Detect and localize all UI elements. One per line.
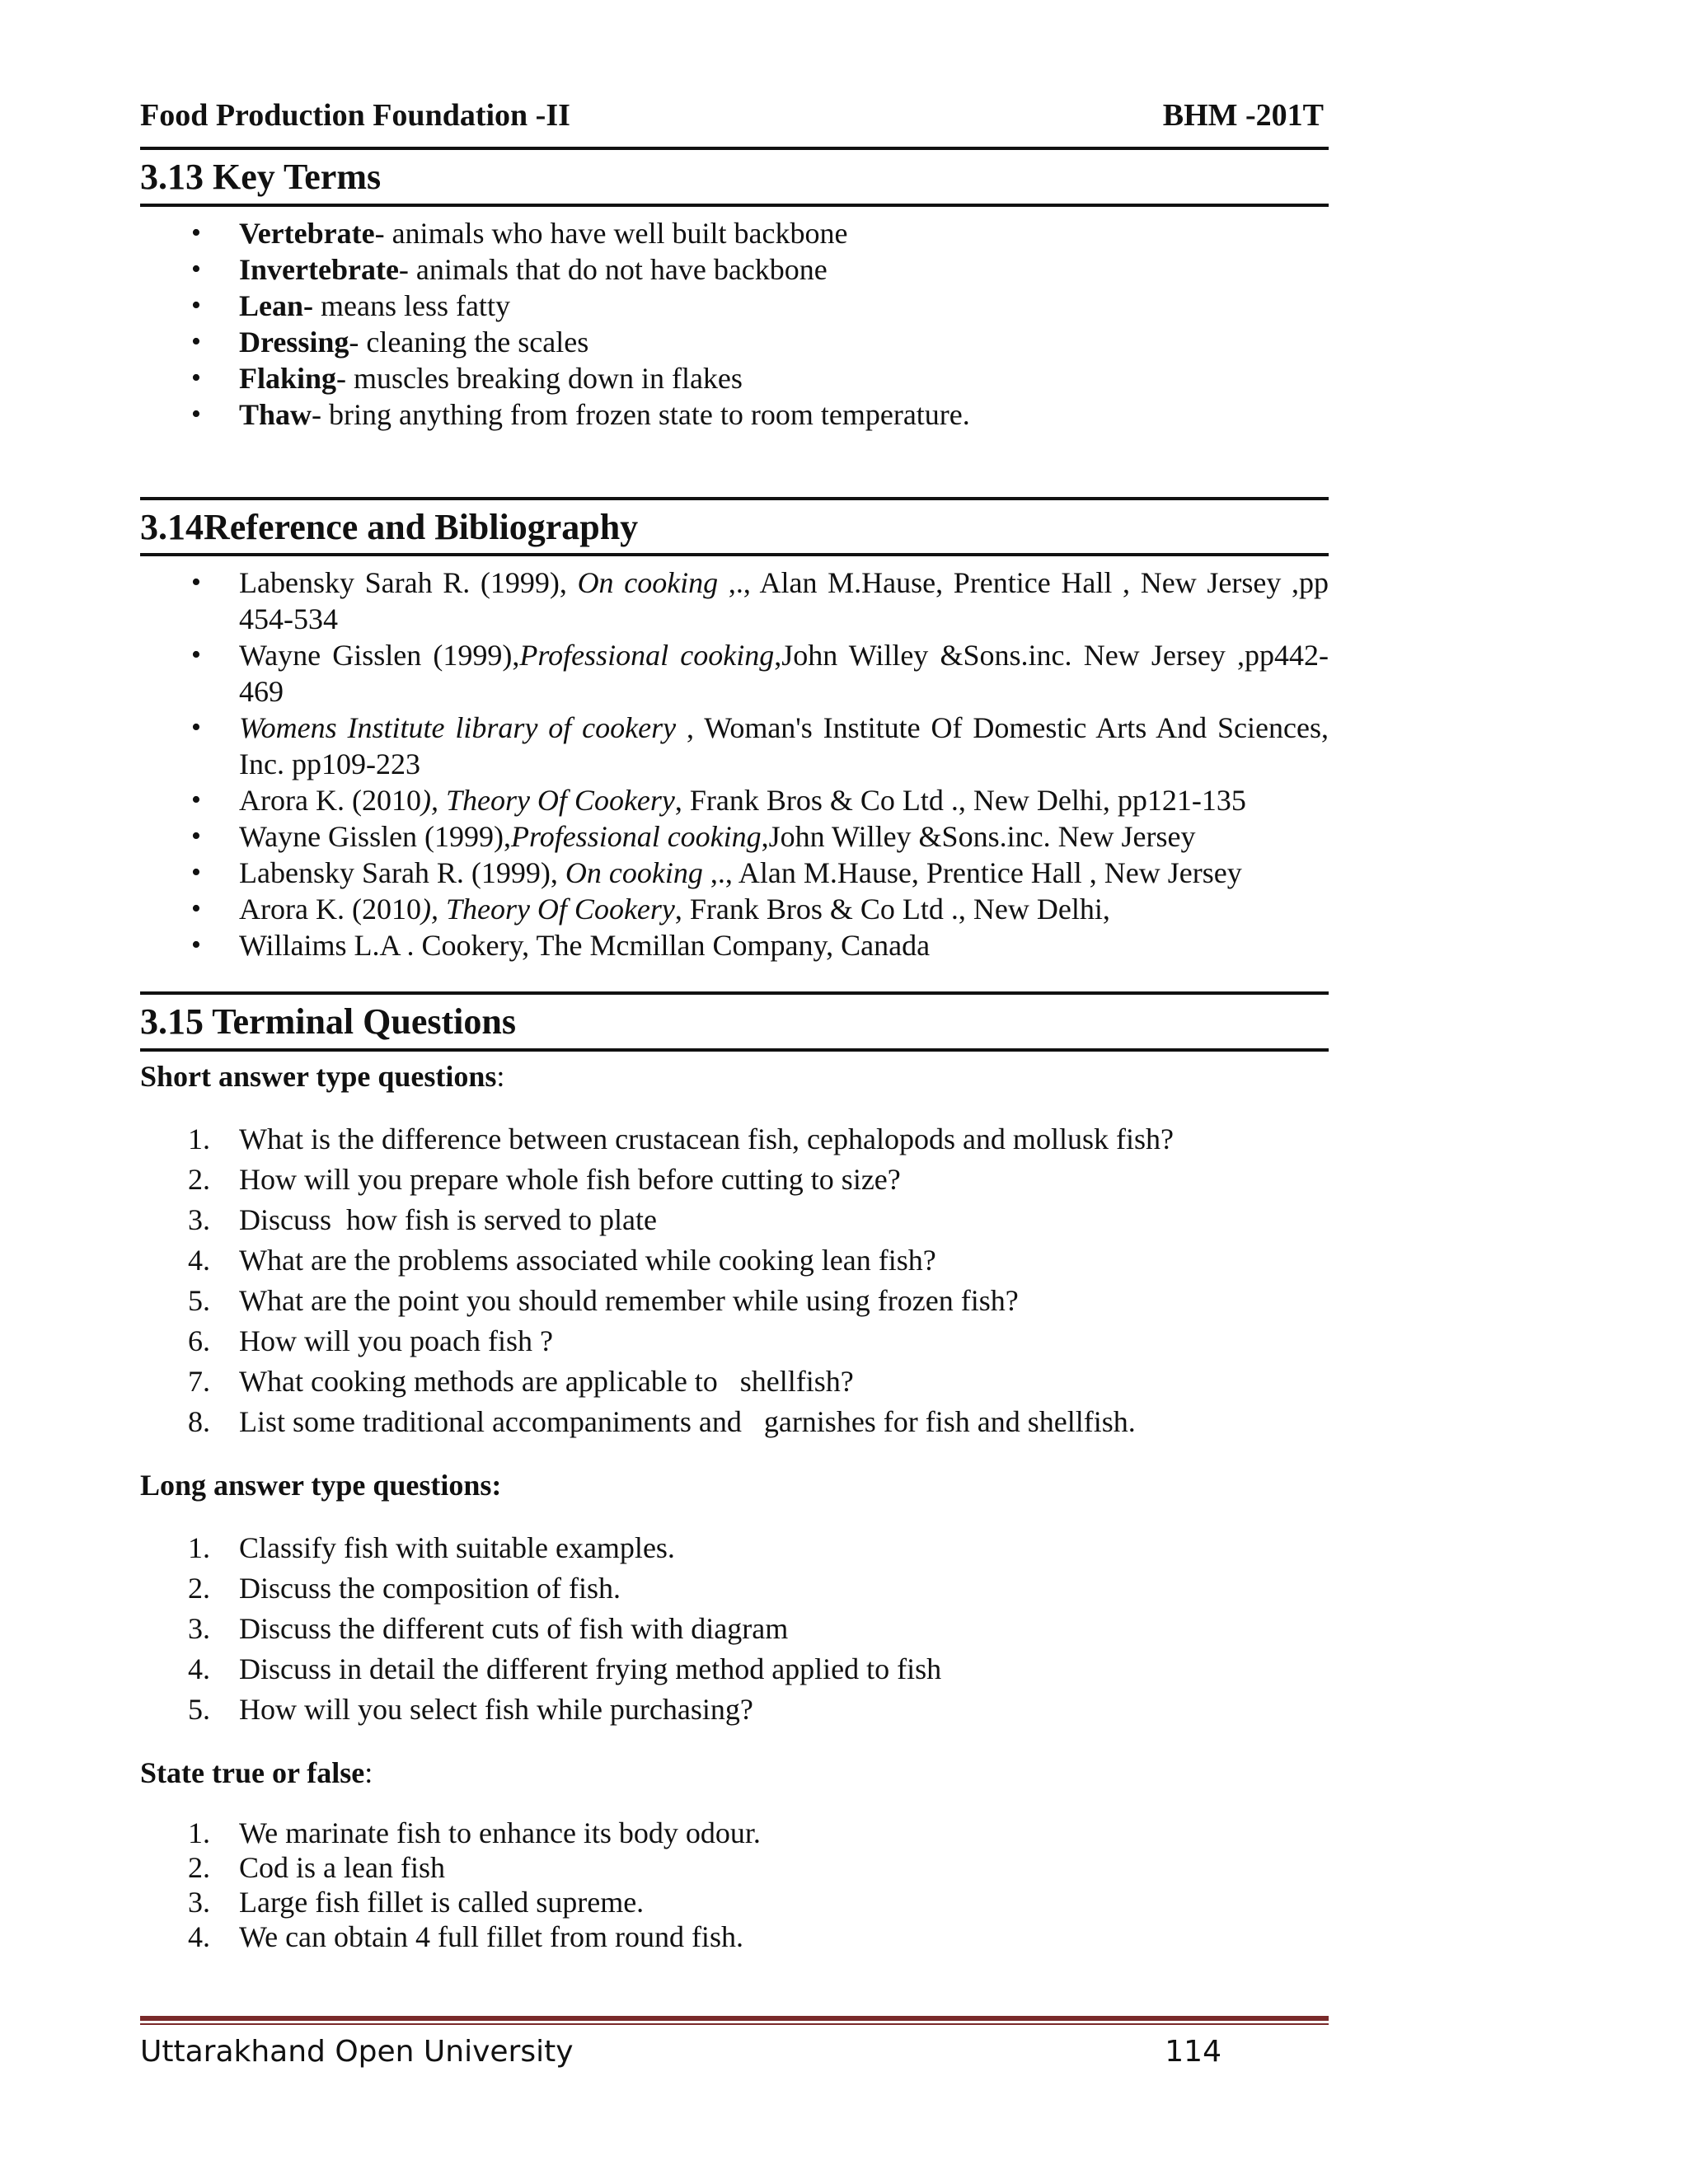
footer-text: [140, 2035, 1329, 2069]
section-title-references: 3.14Reference and Bibliography: [140, 497, 1329, 557]
item-number: 4.: [188, 1919, 210, 1953]
list-item: [140, 1119, 1329, 1160]
term: Thaw: [239, 397, 312, 431]
item-number: 5.: [188, 1692, 210, 1726]
heading-colon: :: [496, 1059, 505, 1093]
university-name: Uttarakhand Open University: [140, 2035, 574, 2069]
heading-text: Short answer type questions: [140, 1059, 497, 1093]
list-item: [140, 1690, 1329, 1730]
question-text: Classify fish with suitable examples.: [239, 1530, 675, 1564]
reference-item: [140, 818, 1329, 855]
reference-text: , Woman's Institute Of Domestic Arts And Sciences, Inc. pp109-223: [239, 711, 1329, 781]
reference-text: ,., Alan M.Hause, Prentice Hall , New Jersey: [702, 856, 1242, 890]
reference-text: Wayne Gisslen (1999),: [239, 639, 520, 673]
course-title: Food Production Foundation -II: [140, 98, 570, 133]
reference-text: Wayne Gisslen (1999),: [239, 820, 512, 854]
item-number: 3.: [188, 1202, 210, 1236]
list-item: [140, 1649, 1329, 1690]
list-item: [140, 1919, 1329, 1954]
question-text: Discuss the different cuts of fish with diagram: [239, 1611, 789, 1645]
question-text: List some traditional accompaniments and garnishes for fish and shellfish.: [239, 1404, 1136, 1438]
list-item: [140, 396, 1329, 433]
question-text: We marinate fish to enhance its body odour.: [239, 1816, 761, 1849]
item-number: 2.: [188, 1571, 210, 1605]
item-number: 4.: [188, 1243, 210, 1277]
list-item: [140, 1568, 1329, 1609]
document-page: [140, 97, 1329, 1954]
reference-book-title: ), Theory Of Cookery: [420, 784, 675, 818]
reference-item: [140, 782, 1329, 818]
item-number: 2.: [188, 1162, 210, 1196]
list-item: [140, 1850, 1329, 1885]
reference-text: Willaims L.A . Cookery, The Mcmillan Company, Canada: [239, 929, 931, 963]
definition: - animals that do not have backbone: [398, 252, 828, 286]
question-text: What cooking methods are applicable to shellfish?: [239, 1364, 854, 1398]
reference-book-title: ), Theory Of Cookery: [420, 893, 675, 926]
short-answer-list: [140, 1119, 1329, 1442]
reference-item: [140, 565, 1329, 637]
heading-colon: :: [364, 1755, 373, 1789]
list-item: [140, 1816, 1329, 1850]
term: Vertebrate: [239, 216, 375, 250]
definition: - bring anything from frozen state to room temperature.: [312, 397, 970, 431]
item-number: 4.: [188, 1652, 210, 1685]
long-answer-list: [140, 1528, 1329, 1730]
reference-item: [140, 891, 1329, 927]
key-terms-list: [140, 215, 1329, 433]
definition: means less fatty: [313, 288, 510, 322]
item-number: 3.: [188, 1611, 210, 1645]
list-item: [140, 1240, 1329, 1281]
reference-item: [140, 637, 1329, 710]
page-number: 114: [1165, 2035, 1221, 2069]
item-number: 7.: [188, 1364, 210, 1398]
item-number: 5.: [188, 1283, 210, 1317]
short-answer-heading: [140, 1058, 1329, 1094]
definition: - animals who have well built backbone: [374, 216, 848, 250]
list-item: [140, 1321, 1329, 1361]
reference-text: Labensky Sarah R. (1999),: [239, 856, 565, 890]
section-title-terminal-questions: 3.15 Terminal Questions: [140, 991, 1329, 1052]
item-number: 1.: [188, 1816, 210, 1849]
list-item: [140, 251, 1329, 288]
item-number: 6.: [188, 1324, 210, 1357]
list-item: [140, 1402, 1329, 1442]
question-text: Cod is a lean fish: [239, 1850, 445, 1884]
course-code: BHM -201T: [1162, 98, 1324, 133]
item-number: 2.: [188, 1850, 210, 1884]
question-text: How will you prepare whole fish before cutting to size?: [239, 1162, 901, 1196]
definition: - cleaning the scales: [349, 325, 589, 359]
list-item: [140, 1160, 1329, 1200]
list-item: [140, 1885, 1329, 1919]
list-item: [140, 1361, 1329, 1402]
true-false-heading: [140, 1755, 1329, 1791]
reference-text: Labensky Sarah R. (1999),: [239, 566, 578, 600]
question-text: Discuss in detail the different frying method applied to fish: [239, 1652, 942, 1685]
question-text: Large fish fillet is called supreme.: [239, 1885, 645, 1919]
reference-item: [140, 927, 1329, 963]
item-number: 1.: [188, 1530, 210, 1564]
heading-text: State true or false: [140, 1755, 365, 1789]
long-answer-heading: Long answer type questions:: [140, 1468, 502, 1502]
reference-item: [140, 710, 1329, 782]
question-text: How will you poach fish ?: [239, 1324, 553, 1357]
list-item: [140, 324, 1329, 360]
question-text: Discuss how fish is served to plate: [239, 1202, 657, 1236]
footer-rule: [140, 2016, 1329, 2021]
term: Lean-: [239, 288, 313, 322]
item-number: 3.: [188, 1885, 210, 1919]
running-header: [140, 97, 1329, 138]
list-item: [140, 1528, 1329, 1568]
item-number: 8.: [188, 1404, 210, 1438]
reference-text: Arora K. (2010: [239, 784, 421, 818]
reference-book-title: Professional cooking: [511, 820, 762, 854]
list-item: [140, 215, 1329, 251]
term: Dressing: [239, 325, 349, 359]
reference-text: , Frank Bros & Co Ltd ., New Delhi, pp121-135: [674, 784, 1246, 818]
question-text: What are the problems associated while cooking lean fish?: [239, 1243, 936, 1277]
reference-text: ,John Willey &Sons.inc. New Jersey ,pp442-469: [239, 639, 1329, 709]
footer-rule-thin: [140, 2023, 1329, 2025]
term: Invertebrate: [239, 252, 399, 286]
question-text: What is the difference between crustacean fish, cephalopods and mollusk fish?: [239, 1122, 1174, 1155]
section-title-key-terms: 3.13 Key Terms: [140, 147, 1329, 207]
list-item: [140, 1281, 1329, 1321]
page-footer: [140, 2016, 1329, 2069]
question-text: We can obtain 4 full fillet from round fish.: [239, 1919, 743, 1953]
true-false-list: [140, 1816, 1329, 1954]
list-item: [140, 360, 1329, 396]
question-text: How will you select fish while purchasing?: [239, 1692, 753, 1726]
reference-text: , Frank Bros & Co Ltd ., New Delhi,: [674, 893, 1110, 926]
reference-book-title: Professional cooking: [519, 639, 775, 673]
references-list: [140, 565, 1329, 963]
definition: - muscles breaking down in flakes: [336, 361, 743, 395]
reference-book-title: On cooking: [565, 856, 703, 890]
question-text: What are the point you should remember while using frozen fish?: [239, 1283, 1019, 1317]
reference-text: ,John Willey &Sons.inc. New Jersey: [761, 820, 1196, 854]
reference-item: [140, 855, 1329, 891]
list-item: [140, 288, 1329, 324]
list-item: [140, 1200, 1329, 1240]
list-item: [140, 1609, 1329, 1649]
term: Flaking: [239, 361, 337, 395]
question-text: Discuss the composition of fish.: [239, 1571, 621, 1605]
reference-text: Arora K. (2010: [239, 893, 421, 926]
item-number: 1.: [188, 1122, 210, 1155]
reference-text: ,., Alan M.Hause, Prentice Hall , New Jersey ,pp 454-534: [239, 566, 1329, 636]
reference-book-title: On cooking: [577, 566, 719, 600]
reference-book-title: Womens Institute library of cookery: [239, 711, 677, 745]
